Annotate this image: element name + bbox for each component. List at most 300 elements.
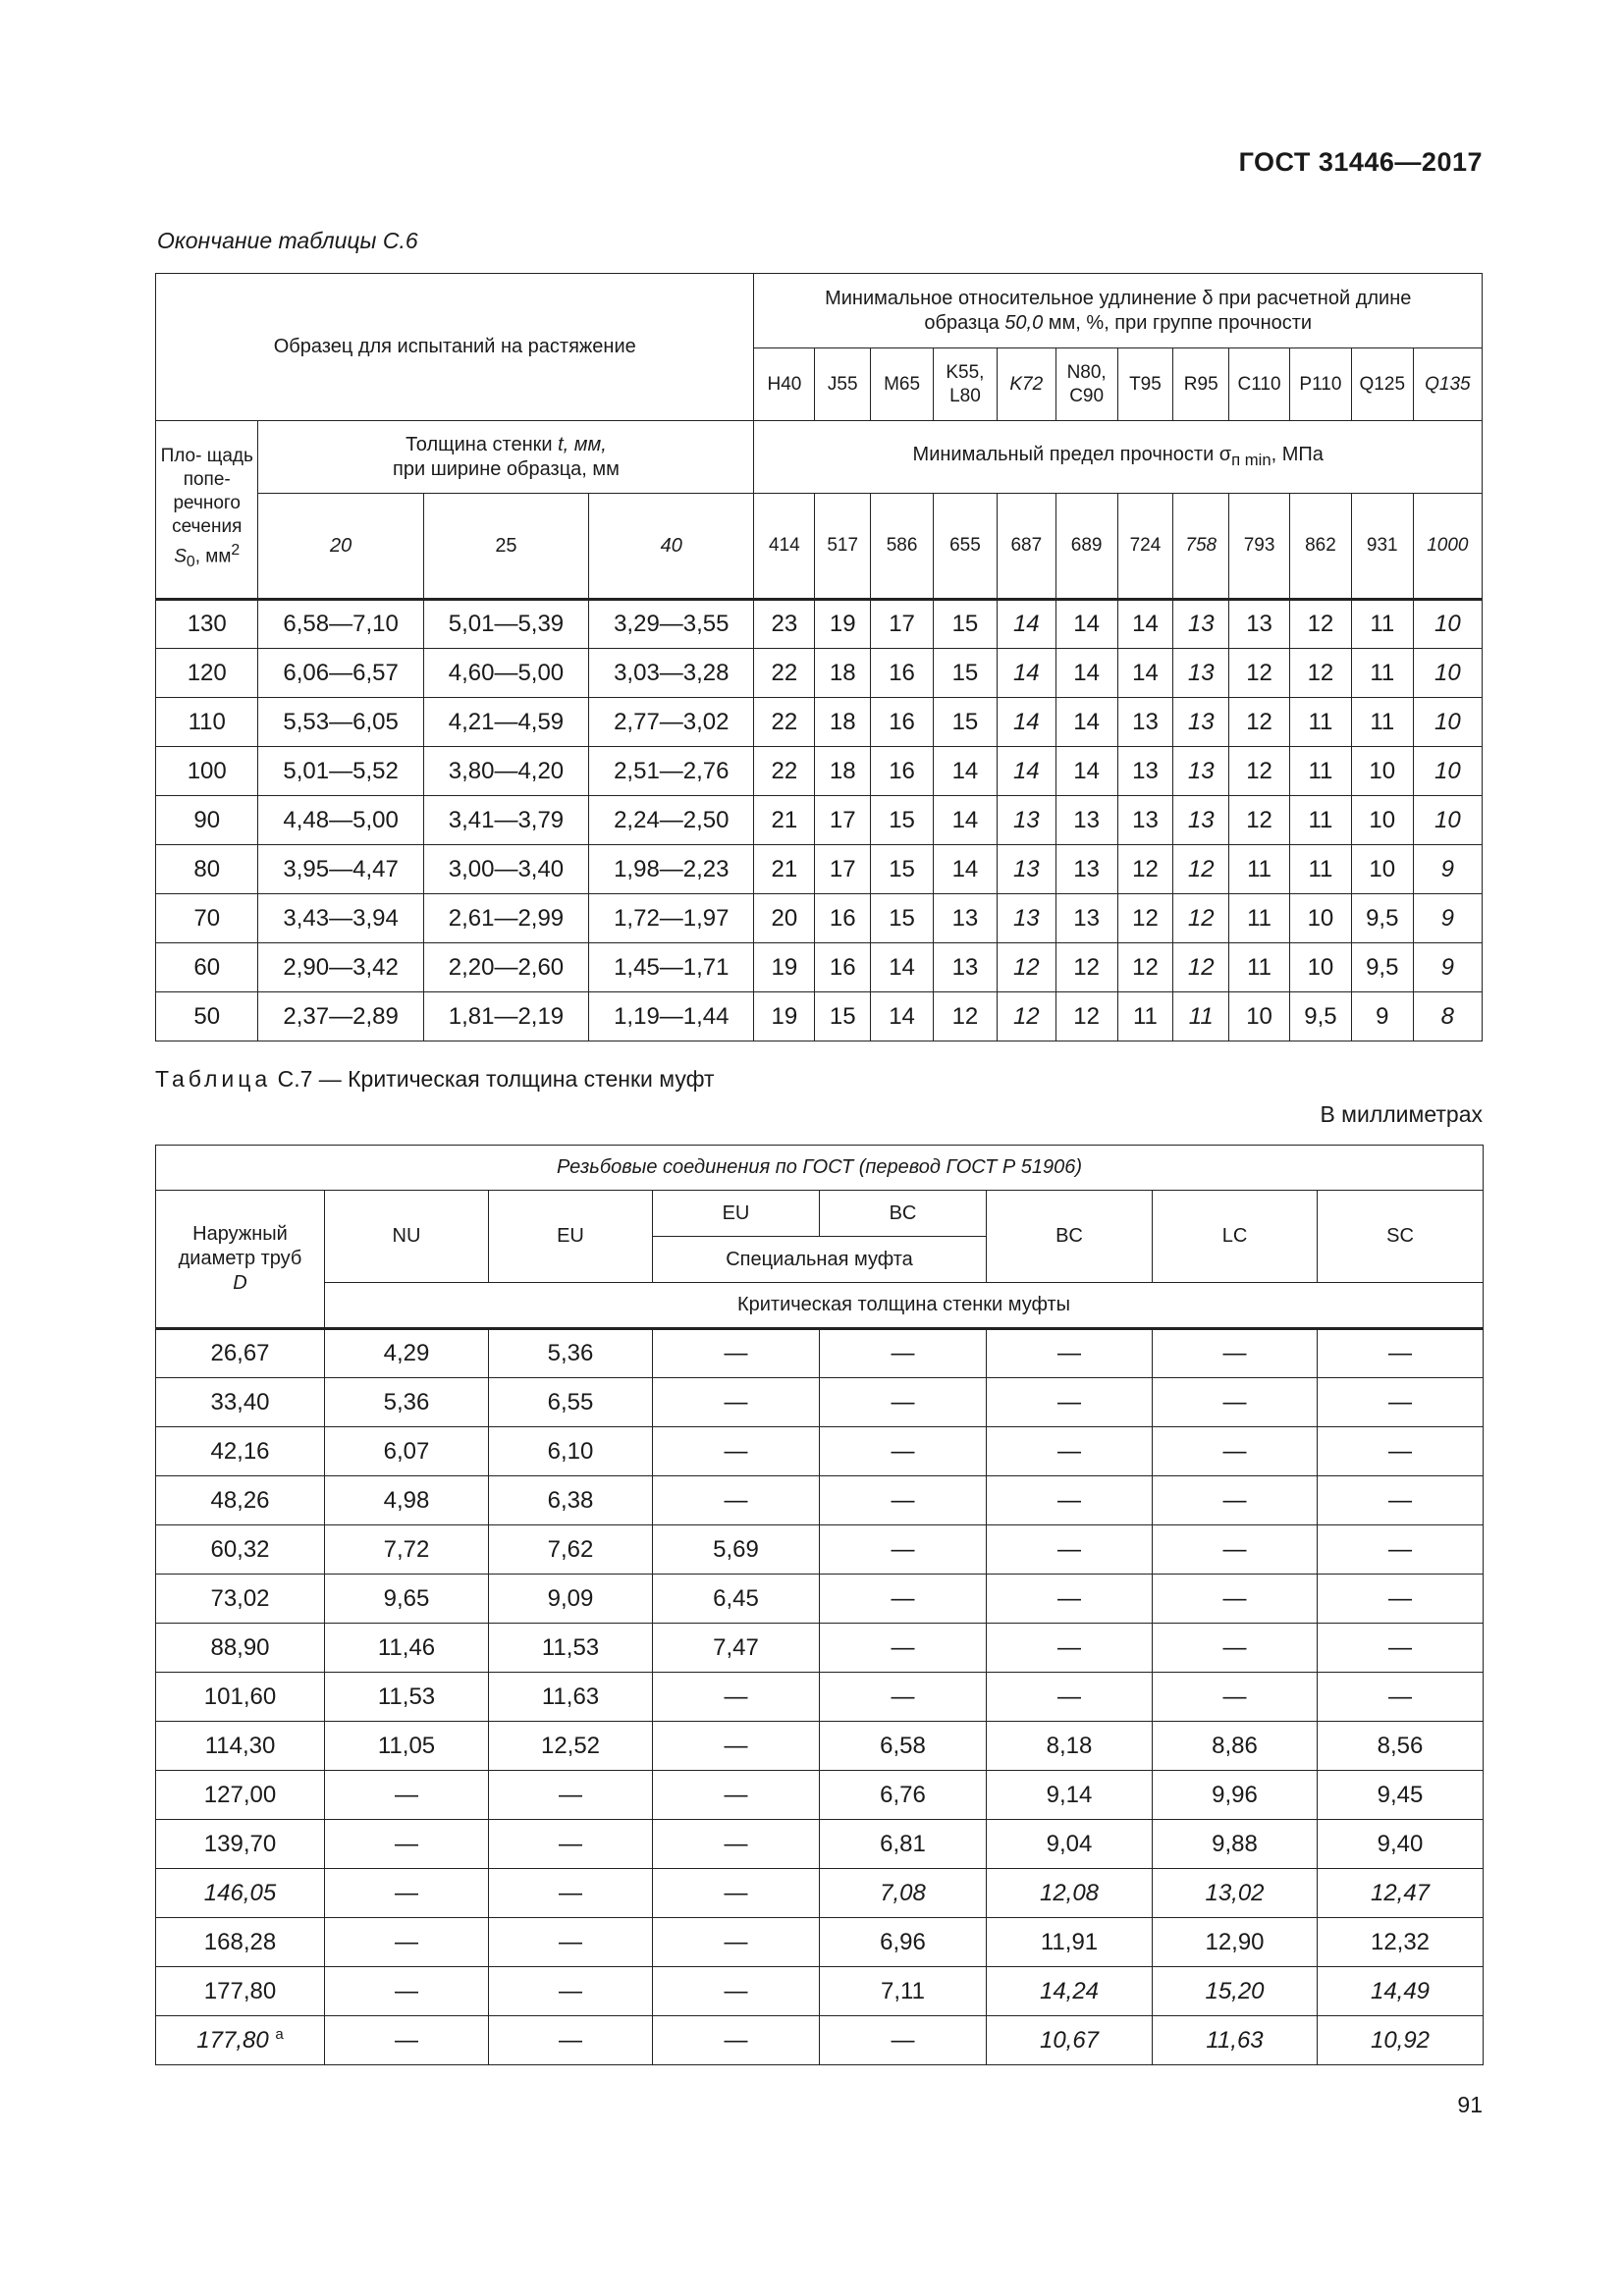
tensile-value-header: 687 bbox=[997, 494, 1055, 600]
table-cell: 60 bbox=[156, 943, 258, 992]
table-cell: — bbox=[1153, 1624, 1318, 1673]
table-cell: 16 bbox=[815, 894, 871, 943]
table-cell: 2,24—2,50 bbox=[589, 796, 754, 845]
table-c7-body bbox=[156, 1329, 1484, 2065]
table-cell: 9,04 bbox=[987, 1820, 1153, 1869]
table-cell: — bbox=[1318, 1378, 1484, 1427]
table-cell: — bbox=[1153, 1525, 1318, 1575]
table-cell: 9,65 bbox=[325, 1575, 489, 1624]
table-row bbox=[156, 845, 1483, 894]
table-cell: 2,37—2,89 bbox=[258, 992, 423, 1041]
table-cell: 127,00 bbox=[156, 1771, 325, 1820]
col-sc: SC bbox=[1318, 1191, 1484, 1283]
table-cell: 22 bbox=[754, 649, 815, 698]
table-cell: — bbox=[489, 1967, 653, 2016]
table-cell: 11,05 bbox=[325, 1722, 489, 1771]
table-cell: 18 bbox=[815, 698, 871, 747]
table-cell: 3,43—3,94 bbox=[258, 894, 423, 943]
critical-thickness-header: Критическая толщина стенки муфты bbox=[325, 1283, 1484, 1329]
table-cell: — bbox=[820, 1329, 987, 1378]
grade-header: M65 bbox=[871, 348, 934, 421]
table-cell: 12 bbox=[1173, 943, 1229, 992]
table-cell: 12 bbox=[1117, 894, 1173, 943]
table-cell: — bbox=[1153, 1329, 1318, 1378]
table-row bbox=[156, 1476, 1484, 1525]
table-cell: — bbox=[987, 1673, 1153, 1722]
table-cell: 18 bbox=[815, 747, 871, 796]
special-coupling-header: Специальная муфта bbox=[653, 1237, 987, 1283]
table-cell: 16 bbox=[871, 747, 934, 796]
table-row bbox=[156, 2016, 1484, 2065]
table-cell: 73,02 bbox=[156, 1575, 325, 1624]
table-cell: 15 bbox=[871, 845, 934, 894]
table-cell: — bbox=[653, 1673, 820, 1722]
table-cell: 146,05 bbox=[156, 1869, 325, 1918]
table-cell: 14 bbox=[1117, 649, 1173, 698]
table-cell: — bbox=[820, 1427, 987, 1476]
table-cell: 22 bbox=[754, 698, 815, 747]
table-cell: — bbox=[1318, 1624, 1484, 1673]
table-cell: — bbox=[820, 1525, 987, 1575]
table-cell: — bbox=[653, 1869, 820, 1918]
table-row bbox=[156, 1575, 1484, 1624]
table-cell: 12 bbox=[1229, 698, 1290, 747]
table-cell: 9,40 bbox=[1318, 1820, 1484, 1869]
table-cell: 14 bbox=[1055, 698, 1117, 747]
table-cell: 5,01—5,52 bbox=[258, 747, 423, 796]
table-cell: 17 bbox=[815, 796, 871, 845]
table-cell: — bbox=[1318, 1525, 1484, 1575]
col-lc: LC bbox=[1153, 1191, 1318, 1283]
table-cell: 2,20—2,60 bbox=[423, 943, 588, 992]
table-cell: — bbox=[653, 1918, 820, 1967]
table-cell: 13 bbox=[1055, 796, 1117, 845]
threads-header: Резьбовые соединения по ГОСТ (перевод ГОСТ Р 51906) bbox=[156, 1146, 1484, 1191]
table-cell: — bbox=[987, 1427, 1153, 1476]
table-cell: — bbox=[325, 1918, 489, 1967]
table-cell: 14,24 bbox=[987, 1967, 1153, 2016]
table-cell: 14 bbox=[871, 943, 934, 992]
table-cell: 10 bbox=[1351, 845, 1413, 894]
table-cell: 80 bbox=[156, 845, 258, 894]
table-cell: 14 bbox=[1055, 600, 1117, 649]
table-cell: 14 bbox=[933, 747, 997, 796]
table-cell: 11 bbox=[1229, 894, 1290, 943]
table-cell: 50 bbox=[156, 992, 258, 1041]
col-nu: NU bbox=[325, 1191, 489, 1283]
table-cell: 3,00—3,40 bbox=[423, 845, 588, 894]
table-cell: 9,5 bbox=[1351, 894, 1413, 943]
table-cell: — bbox=[653, 1476, 820, 1525]
table-cell: — bbox=[820, 1476, 987, 1525]
table-cell: 4,98 bbox=[325, 1476, 489, 1525]
table-cell: 11 bbox=[1117, 992, 1173, 1041]
table-cell: 10 bbox=[1413, 649, 1482, 698]
table-cell: 33,40 bbox=[156, 1378, 325, 1427]
table-cell: — bbox=[987, 1575, 1153, 1624]
table-cell: 5,69 bbox=[653, 1525, 820, 1575]
col-bc: BC bbox=[987, 1191, 1153, 1283]
table-cell: 13 bbox=[1173, 698, 1229, 747]
table-cell: 18 bbox=[815, 649, 871, 698]
table-cell: 12,32 bbox=[1318, 1918, 1484, 1967]
grade-header: C110 bbox=[1229, 348, 1290, 421]
table-cell: 139,70 bbox=[156, 1820, 325, 1869]
table-cell: 12 bbox=[997, 992, 1055, 1041]
table-cell: 7,11 bbox=[820, 1967, 987, 2016]
table-cell: 48,26 bbox=[156, 1476, 325, 1525]
table-cell: 1,98—2,23 bbox=[589, 845, 754, 894]
table-cell: 15,20 bbox=[1153, 1967, 1318, 2016]
table-cell: 13,02 bbox=[1153, 1869, 1318, 1918]
table-cell: 1,72—1,97 bbox=[589, 894, 754, 943]
table-cell: 11,91 bbox=[987, 1918, 1153, 1967]
table-cell: 14 bbox=[933, 845, 997, 894]
table-cell: 1,19—1,44 bbox=[589, 992, 754, 1041]
table-cell: 19 bbox=[815, 600, 871, 649]
table-cell: 110 bbox=[156, 698, 258, 747]
table-row bbox=[156, 1329, 1484, 1378]
table-cell: 4,60—5,00 bbox=[423, 649, 588, 698]
tensile-value-header: 586 bbox=[871, 494, 934, 600]
table-cell: 6,10 bbox=[489, 1427, 653, 1476]
table-cell: 8,18 bbox=[987, 1722, 1153, 1771]
grade-header: Q125 bbox=[1351, 348, 1413, 421]
table-cell: 177,80 bbox=[156, 1967, 325, 2016]
table-cell: 10 bbox=[1351, 747, 1413, 796]
table-row bbox=[156, 1967, 1484, 2016]
table-cell: 16 bbox=[815, 943, 871, 992]
table-cell: 14 bbox=[997, 698, 1055, 747]
table-cell: 2,61—2,99 bbox=[423, 894, 588, 943]
width-header: 25 bbox=[423, 494, 588, 600]
table-cell: — bbox=[325, 1869, 489, 1918]
table-row bbox=[156, 1525, 1484, 1575]
grade-header: K55, L80 bbox=[933, 348, 997, 421]
table-cell: 4,48—5,00 bbox=[258, 796, 423, 845]
table-cell: — bbox=[325, 2016, 489, 2065]
table-cell: 12 bbox=[933, 992, 997, 1041]
table-row bbox=[156, 1869, 1484, 1918]
table-cell: 14 bbox=[1055, 747, 1117, 796]
table-cell: 9,09 bbox=[489, 1575, 653, 1624]
table-cell: 9,5 bbox=[1351, 943, 1413, 992]
table-cell: 16 bbox=[871, 698, 934, 747]
table-cell: 3,03—3,28 bbox=[589, 649, 754, 698]
tensile-value-header: 793 bbox=[1229, 494, 1290, 600]
table-cell: 11,63 bbox=[1153, 2016, 1318, 2065]
table-cell: 7,62 bbox=[489, 1525, 653, 1575]
table-row bbox=[156, 649, 1483, 698]
area-header: Пло- щадь попе- речного сечения $S_0$, $мм^2$ bbox=[156, 421, 258, 600]
table-cell: 9 bbox=[1413, 943, 1482, 992]
table-cell: 26,67 bbox=[156, 1329, 325, 1378]
width-header: 20 bbox=[258, 494, 423, 600]
table-cell: 11 bbox=[1229, 845, 1290, 894]
table-cell: 14,49 bbox=[1318, 1967, 1484, 2016]
table-cell: 5,53—6,05 bbox=[258, 698, 423, 747]
col-eu-special: EU bbox=[653, 1191, 820, 1237]
table-cell: 7,72 bbox=[325, 1525, 489, 1575]
table-cell: 6,07 bbox=[325, 1427, 489, 1476]
table-cell: 88,90 bbox=[156, 1624, 325, 1673]
table-cell: 23 bbox=[754, 600, 815, 649]
table-cell: 10 bbox=[1413, 600, 1482, 649]
table-cell: 14 bbox=[997, 747, 1055, 796]
table-row bbox=[156, 747, 1483, 796]
table-cell: 10,67 bbox=[987, 2016, 1153, 2065]
table-cell: 4,21—4,59 bbox=[423, 698, 588, 747]
elongation-header: Минимальное относительное удлинение δ при расчетной длине образца 50,0 мм, %, при группе прочности bbox=[754, 274, 1483, 348]
tensile-value-header: 931 bbox=[1351, 494, 1413, 600]
table-row bbox=[156, 1624, 1484, 1673]
table-cell: 7,08 bbox=[820, 1869, 987, 1918]
col-eu: EU bbox=[489, 1191, 653, 1283]
table-cell: 12,52 bbox=[489, 1722, 653, 1771]
table-cell: 177,80 $^a$ bbox=[156, 2016, 325, 2065]
table-cell: 70 bbox=[156, 894, 258, 943]
table-cell: — bbox=[653, 1378, 820, 1427]
table-cell: 21 bbox=[754, 796, 815, 845]
table-cell: 14 bbox=[1117, 600, 1173, 649]
table-cell: 13 bbox=[1055, 894, 1117, 943]
table-cell: — bbox=[325, 1820, 489, 1869]
widths-tensile-row bbox=[156, 494, 1483, 600]
table-cell: 12 bbox=[1173, 894, 1229, 943]
table-cell: 11 bbox=[1351, 649, 1413, 698]
table-cell: 2,51—2,76 bbox=[589, 747, 754, 796]
table-cell: — bbox=[653, 1820, 820, 1869]
table-cell: — bbox=[1153, 1378, 1318, 1427]
table-cell: 13 bbox=[1229, 600, 1290, 649]
table-cell: 12 bbox=[1055, 992, 1117, 1041]
table-cell: 10 bbox=[1413, 698, 1482, 747]
table-cell: 13 bbox=[1173, 796, 1229, 845]
table-cell: 3,41—3,79 bbox=[423, 796, 588, 845]
table-cell: 9,14 bbox=[987, 1771, 1153, 1820]
table-cell: 11,63 bbox=[489, 1673, 653, 1722]
table-row bbox=[156, 1722, 1484, 1771]
table-cell: 6,76 bbox=[820, 1771, 987, 1820]
table-cell: — bbox=[987, 1329, 1153, 1378]
table-cell: 60,32 bbox=[156, 1525, 325, 1575]
table-cell: 13 bbox=[1173, 600, 1229, 649]
table-cell: — bbox=[489, 1771, 653, 1820]
grade-header: N80, C90 bbox=[1055, 348, 1117, 421]
table-cell: 21 bbox=[754, 845, 815, 894]
table-row bbox=[156, 1378, 1484, 1427]
table-cell: — bbox=[1153, 1427, 1318, 1476]
table-cell: 14 bbox=[997, 600, 1055, 649]
table-cell: 15 bbox=[933, 698, 997, 747]
table-cell: — bbox=[653, 1771, 820, 1820]
table-cell: 5,36 bbox=[325, 1378, 489, 1427]
table-row bbox=[156, 1673, 1484, 1722]
table-cell: 19 bbox=[754, 943, 815, 992]
table-cell: 15 bbox=[871, 894, 934, 943]
table-cell: 120 bbox=[156, 649, 258, 698]
table-cell: — bbox=[820, 1575, 987, 1624]
table-row bbox=[156, 1820, 1484, 1869]
table-cell: 5,01—5,39 bbox=[423, 600, 588, 649]
table-cell: 13 bbox=[997, 796, 1055, 845]
table-cell: — bbox=[1318, 1427, 1484, 1476]
table-cell: 20 bbox=[754, 894, 815, 943]
table-cell: 10 bbox=[1413, 796, 1482, 845]
table-cell: 9 bbox=[1351, 992, 1413, 1041]
table-cell: 11 bbox=[1289, 796, 1351, 845]
table-cell: 9,45 bbox=[1318, 1771, 1484, 1820]
table-cell: 13 bbox=[1117, 747, 1173, 796]
col-bc-special: BC bbox=[820, 1191, 987, 1237]
table-row bbox=[156, 943, 1483, 992]
table-cell: — bbox=[987, 1525, 1153, 1575]
table-cell: 9,96 bbox=[1153, 1771, 1318, 1820]
table-cell: 17 bbox=[871, 600, 934, 649]
table-cell: 8,86 bbox=[1153, 1722, 1318, 1771]
table-cell: 15 bbox=[871, 796, 934, 845]
table-cell: 9 bbox=[1413, 894, 1482, 943]
table-cell: — bbox=[820, 1624, 987, 1673]
table-cell: 10 bbox=[1413, 747, 1482, 796]
table-cell: 6,96 bbox=[820, 1918, 987, 1967]
table-cell: 11 bbox=[1173, 992, 1229, 1041]
table-cell: 6,58 bbox=[820, 1722, 987, 1771]
tensile-value-header: 758 bbox=[1173, 494, 1229, 600]
table-cell: 13 bbox=[1117, 796, 1173, 845]
table-cell: 1,81—2,19 bbox=[423, 992, 588, 1041]
table-cell: 8 bbox=[1413, 992, 1482, 1041]
table-cell: — bbox=[489, 1820, 653, 1869]
table-cell: 15 bbox=[815, 992, 871, 1041]
table-cell: 14 bbox=[997, 649, 1055, 698]
table-cell: 12 bbox=[1289, 649, 1351, 698]
table-cell: — bbox=[1153, 1673, 1318, 1722]
grade-header: T95 bbox=[1117, 348, 1173, 421]
table-cell: — bbox=[1153, 1575, 1318, 1624]
table-cell: 6,06—6,57 bbox=[258, 649, 423, 698]
table-cell: 11,46 bbox=[325, 1624, 489, 1673]
grade-header: Q135 bbox=[1413, 348, 1482, 421]
table-cell: — bbox=[987, 1476, 1153, 1525]
table-c7 bbox=[155, 1145, 1484, 2065]
table-cell: 12 bbox=[1117, 845, 1173, 894]
table-cell: 13 bbox=[933, 943, 997, 992]
table-cell: — bbox=[987, 1378, 1153, 1427]
table-cell: 17 bbox=[815, 845, 871, 894]
tensile-value-header: 1000 bbox=[1413, 494, 1482, 600]
table-cell: 10 bbox=[1229, 992, 1290, 1041]
table-cell: 13 bbox=[1173, 747, 1229, 796]
table-cell: 15 bbox=[933, 649, 997, 698]
specimen-header: Образец для испытаний на растяжение bbox=[156, 274, 754, 421]
table-cell: — bbox=[653, 1427, 820, 1476]
table-cell: 10,92 bbox=[1318, 2016, 1484, 2065]
table-cell: 3,29—3,55 bbox=[589, 600, 754, 649]
table-cell: — bbox=[1318, 1673, 1484, 1722]
table-cell: 9 bbox=[1413, 845, 1482, 894]
table-cell: 13 bbox=[997, 845, 1055, 894]
width-header: 40 bbox=[589, 494, 754, 600]
grade-header: K72 bbox=[997, 348, 1055, 421]
table-cell: — bbox=[653, 1722, 820, 1771]
diameter-header: Наружный диаметр труб D bbox=[156, 1191, 325, 1329]
table-cell: 19 bbox=[754, 992, 815, 1041]
table-cell: — bbox=[820, 1673, 987, 1722]
table-cell: 1,45—1,71 bbox=[589, 943, 754, 992]
table-row bbox=[156, 796, 1483, 845]
table-cell: 11,53 bbox=[325, 1673, 489, 1722]
table-cell: — bbox=[489, 1869, 653, 1918]
table-cell: 8,56 bbox=[1318, 1722, 1484, 1771]
tensile-header: Минимальный предел прочности $\sigma_{п min}$, МПа bbox=[754, 421, 1483, 494]
units-note: В миллиметрах bbox=[1320, 1101, 1483, 1127]
table-cell: 10 bbox=[1351, 796, 1413, 845]
table-cell: 13 bbox=[997, 894, 1055, 943]
table-cell: 130 bbox=[156, 600, 258, 649]
table-cell: 11 bbox=[1289, 845, 1351, 894]
table-cell: — bbox=[653, 2016, 820, 2065]
table-cell: 12,90 bbox=[1153, 1918, 1318, 1967]
table-cell: 12,08 bbox=[987, 1869, 1153, 1918]
table-cell: 101,60 bbox=[156, 1673, 325, 1722]
table-cell: 12 bbox=[1289, 600, 1351, 649]
grade-header: P110 bbox=[1289, 348, 1351, 421]
table-cell: 11 bbox=[1289, 747, 1351, 796]
table-cell: — bbox=[653, 1329, 820, 1378]
table-cell: 6,58—7,10 bbox=[258, 600, 423, 649]
table-cell: 7,47 bbox=[653, 1624, 820, 1673]
table-cell: 5,36 bbox=[489, 1329, 653, 1378]
page-number: 91 bbox=[1457, 2092, 1483, 2117]
table-cell: 3,80—4,20 bbox=[423, 747, 588, 796]
table-cell: 12 bbox=[1117, 943, 1173, 992]
table-cell: 11 bbox=[1289, 698, 1351, 747]
table-row bbox=[156, 1918, 1484, 1967]
table-cell: 6,81 bbox=[820, 1820, 987, 1869]
table-cell: 9,88 bbox=[1153, 1820, 1318, 1869]
table-cell: 6,55 bbox=[489, 1378, 653, 1427]
tensile-value-header: 655 bbox=[933, 494, 997, 600]
table-cell: 3,95—4,47 bbox=[258, 845, 423, 894]
table-row bbox=[156, 894, 1483, 943]
table-cell: 10 bbox=[1289, 943, 1351, 992]
table-cell: 100 bbox=[156, 747, 258, 796]
footnote-mark: a bbox=[275, 2026, 284, 2043]
table-cell: — bbox=[1318, 1575, 1484, 1624]
table-cell: 90 bbox=[156, 796, 258, 845]
table6-caption: Окончание таблицы С.6 bbox=[157, 228, 418, 253]
grade-header: J55 bbox=[815, 348, 871, 421]
document-code: ГОСТ 31446—2017 bbox=[1238, 147, 1483, 177]
grade-header: R95 bbox=[1173, 348, 1229, 421]
table-cell: 11 bbox=[1351, 600, 1413, 649]
table-cell: 2,77—3,02 bbox=[589, 698, 754, 747]
table-cell: 168,28 bbox=[156, 1918, 325, 1967]
table-row bbox=[156, 1771, 1484, 1820]
table-cell: 13 bbox=[1055, 845, 1117, 894]
tensile-value-header: 414 bbox=[754, 494, 815, 600]
table-cell: 6,45 bbox=[653, 1575, 820, 1624]
table-cell: 12 bbox=[1229, 649, 1290, 698]
tensile-value-header: 517 bbox=[815, 494, 871, 600]
tensile-value-header: 724 bbox=[1117, 494, 1173, 600]
table-cell: 12,47 bbox=[1318, 1869, 1484, 1918]
table-cell: 4,29 bbox=[325, 1329, 489, 1378]
table-cell: 11 bbox=[1351, 698, 1413, 747]
table-cell: — bbox=[325, 1771, 489, 1820]
table-cell: 6,38 bbox=[489, 1476, 653, 1525]
